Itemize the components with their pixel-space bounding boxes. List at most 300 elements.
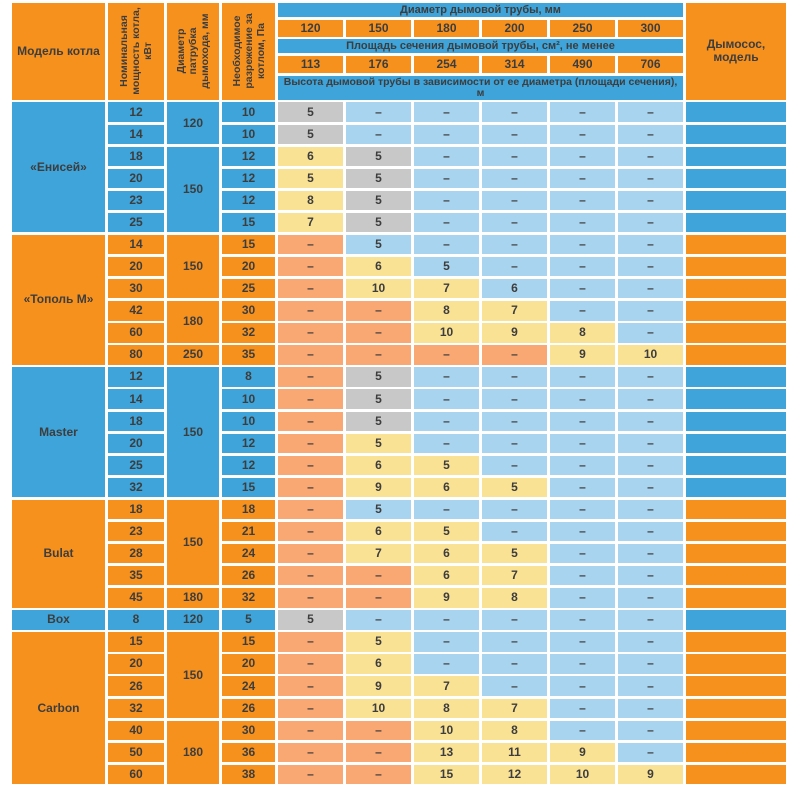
draft-cell: 5 bbox=[222, 610, 275, 629]
chimney-diameter-band bbox=[278, 3, 683, 17]
draft-cell: 32 bbox=[222, 323, 275, 342]
height-value-cell: 5 bbox=[278, 610, 343, 629]
power-cell: 18 bbox=[108, 500, 164, 519]
power-cell: 18 bbox=[108, 147, 164, 166]
height-value-cell: – bbox=[618, 676, 683, 695]
height-value-cell: 5 bbox=[414, 522, 479, 541]
diameter-value-cell-150: 150 bbox=[346, 20, 411, 37]
height-value-cell: – bbox=[550, 721, 615, 740]
diameter-value-cell-120: 120 bbox=[278, 20, 343, 37]
height-value-cell: – bbox=[278, 632, 343, 651]
height-value-cell: – bbox=[482, 389, 547, 408]
draft-cell: 20 bbox=[222, 257, 275, 276]
height-value-cell: – bbox=[346, 765, 411, 784]
height-value-cell: – bbox=[278, 478, 343, 497]
height-value-cell: – bbox=[278, 654, 343, 673]
pipe-diameter-cell: 150 bbox=[167, 632, 219, 718]
height-value-cell: – bbox=[278, 743, 343, 762]
height-value-cell: – bbox=[550, 301, 615, 320]
exhauster-cell bbox=[686, 566, 786, 585]
draft-cell: 15 bbox=[222, 478, 275, 497]
height-value-cell: – bbox=[618, 301, 683, 320]
height-value-cell: – bbox=[278, 257, 343, 276]
height-value-cell: – bbox=[346, 566, 411, 585]
draft-header-cell bbox=[222, 3, 275, 100]
exhauster-cell bbox=[686, 500, 786, 519]
height-value-cell: – bbox=[618, 367, 683, 386]
height-value-cell: – bbox=[550, 367, 615, 386]
exhauster-cell bbox=[686, 654, 786, 673]
height-value-cell: – bbox=[414, 191, 479, 210]
height-value-cell: – bbox=[278, 765, 343, 784]
height-value-cell: – bbox=[550, 588, 615, 607]
height-value-cell: – bbox=[550, 522, 615, 541]
height-value-cell: 5 bbox=[346, 500, 411, 519]
height-value-cell: – bbox=[414, 654, 479, 673]
height-value-cell: – bbox=[550, 434, 615, 453]
height-value-cell: – bbox=[278, 279, 343, 298]
height-value-cell: 5 bbox=[346, 169, 411, 188]
height-value-cell: 6 bbox=[414, 566, 479, 585]
draft-cell: 24 bbox=[222, 676, 275, 695]
height-value-cell: – bbox=[482, 367, 547, 386]
height-value-cell: 9 bbox=[346, 676, 411, 695]
height-value-cell: 7 bbox=[278, 213, 343, 232]
draft-cell: 12 bbox=[222, 434, 275, 453]
power-cell: 28 bbox=[108, 544, 164, 563]
draft-cell: 15 bbox=[222, 235, 275, 254]
height-value-cell: 5 bbox=[346, 213, 411, 232]
height-value-cell: – bbox=[278, 235, 343, 254]
height-value-cell: – bbox=[482, 191, 547, 210]
height-value-cell: 7 bbox=[482, 699, 547, 718]
height-value-cell: – bbox=[346, 125, 411, 144]
power-cell: 8 bbox=[108, 610, 164, 629]
power-cell: 32 bbox=[108, 699, 164, 718]
height-value-cell: 6 bbox=[346, 257, 411, 276]
height-value-cell: – bbox=[550, 632, 615, 651]
height-value-cell: – bbox=[482, 147, 547, 166]
draft-cell: 35 bbox=[222, 345, 275, 364]
height-value-cell: – bbox=[550, 389, 615, 408]
height-value-cell: – bbox=[414, 147, 479, 166]
draft-cell: 32 bbox=[222, 588, 275, 607]
height-value-cell: – bbox=[550, 699, 615, 718]
model-name-cell: Master bbox=[12, 367, 105, 497]
height-value-cell: 5 bbox=[346, 434, 411, 453]
power-cell: 20 bbox=[108, 654, 164, 673]
diameter-value-cell-300: 300 bbox=[618, 20, 683, 37]
exhauster-cell bbox=[686, 213, 786, 232]
power-cell: 15 bbox=[108, 632, 164, 651]
height-value-cell: – bbox=[414, 500, 479, 519]
height-value-cell: 5 bbox=[482, 478, 547, 497]
exhauster-cell bbox=[686, 699, 786, 718]
power-cell: 45 bbox=[108, 588, 164, 607]
draft-cell: 36 bbox=[222, 743, 275, 762]
pipe-header-label: Диаметр патрубка дымохода, мм bbox=[174, 13, 212, 89]
model-name-cell: «Тополь М» bbox=[12, 235, 105, 365]
height-value-cell: – bbox=[618, 389, 683, 408]
height-value-cell: – bbox=[618, 632, 683, 651]
exhauster-cell bbox=[686, 588, 786, 607]
height-value-cell: – bbox=[278, 412, 343, 431]
exhauster-cell bbox=[686, 522, 786, 541]
height-value-cell: 6 bbox=[346, 654, 411, 673]
area-value-cell-176: 176 bbox=[346, 56, 411, 73]
exhauster-cell bbox=[686, 434, 786, 453]
height-value-cell: – bbox=[550, 102, 615, 121]
diameter-value-cell-200: 200 bbox=[482, 20, 547, 37]
pipe-header-cell bbox=[167, 3, 219, 100]
height-value-cell: 6 bbox=[482, 279, 547, 298]
height-value-cell: – bbox=[550, 456, 615, 475]
height-value-cell: 7 bbox=[414, 676, 479, 695]
height-value-cell: – bbox=[618, 566, 683, 585]
height-value-cell: 8 bbox=[482, 721, 547, 740]
model-name-cell: Bulat bbox=[12, 500, 105, 608]
height-value-cell: – bbox=[414, 610, 479, 629]
height-value-cell: 7 bbox=[482, 301, 547, 320]
power-cell: 42 bbox=[108, 301, 164, 320]
diameter-value-cell-180: 180 bbox=[414, 20, 479, 37]
height-value-cell: 5 bbox=[482, 544, 547, 563]
height-value-cell: – bbox=[482, 125, 547, 144]
height-value-cell: – bbox=[482, 676, 547, 695]
height-value-cell: – bbox=[346, 102, 411, 121]
exhauster-cell bbox=[686, 389, 786, 408]
draft-cell: 21 bbox=[222, 522, 275, 541]
diameter-value-cell-250: 250 bbox=[550, 20, 615, 37]
height-value-cell: – bbox=[550, 412, 615, 431]
height-value-cell: – bbox=[482, 102, 547, 121]
height-value-cell: 7 bbox=[346, 544, 411, 563]
height-value-cell: 5 bbox=[346, 367, 411, 386]
height-value-cell: – bbox=[482, 257, 547, 276]
height-value-cell: – bbox=[618, 610, 683, 629]
draft-cell: 20 bbox=[222, 654, 275, 673]
exhauster-cell bbox=[686, 345, 786, 364]
height-value-cell: – bbox=[482, 654, 547, 673]
height-value-cell: – bbox=[550, 169, 615, 188]
height-value-cell: 5 bbox=[346, 147, 411, 166]
height-value-cell: 6 bbox=[346, 456, 411, 475]
exhauster-cell bbox=[686, 125, 786, 144]
draft-cell: 30 bbox=[222, 301, 275, 320]
pipe-diameter-cell: 180 bbox=[167, 301, 219, 342]
height-value-cell: 8 bbox=[482, 588, 547, 607]
power-cell: 50 bbox=[108, 743, 164, 762]
height-value-cell: – bbox=[618, 478, 683, 497]
height-value-cell: 10 bbox=[414, 323, 479, 342]
draft-cell: 24 bbox=[222, 544, 275, 563]
draft-cell: 10 bbox=[222, 412, 275, 431]
height-value-cell: – bbox=[414, 367, 479, 386]
height-value-cell: 9 bbox=[550, 743, 615, 762]
height-value-cell: – bbox=[482, 213, 547, 232]
height-value-cell: 6 bbox=[414, 478, 479, 497]
height-value-cell: 6 bbox=[278, 147, 343, 166]
power-cell: 25 bbox=[108, 213, 164, 232]
height-value-cell: – bbox=[414, 434, 479, 453]
chimney-diameter-band-label: Диаметр дымовой трубы, мм bbox=[400, 3, 561, 16]
height-value-cell: 7 bbox=[414, 279, 479, 298]
height-value-cell: – bbox=[550, 654, 615, 673]
power-cell: 32 bbox=[108, 478, 164, 497]
exhauster-cell bbox=[686, 235, 786, 254]
height-value-cell: – bbox=[618, 456, 683, 475]
height-value-cell: – bbox=[346, 610, 411, 629]
draft-cell: 26 bbox=[222, 566, 275, 585]
height-value-cell: 5 bbox=[414, 456, 479, 475]
power-cell: 25 bbox=[108, 456, 164, 475]
height-value-cell: – bbox=[346, 345, 411, 364]
power-cell: 18 bbox=[108, 412, 164, 431]
area-value-cell-706: 706 bbox=[618, 56, 683, 73]
height-value-cell: – bbox=[482, 632, 547, 651]
model-name-cell: Carbon bbox=[12, 632, 105, 784]
height-value-cell: – bbox=[550, 147, 615, 166]
height-value-cell: 9 bbox=[550, 345, 615, 364]
exhauster-cell bbox=[686, 147, 786, 166]
exhauster-cell bbox=[686, 169, 786, 188]
draft-cell: 10 bbox=[222, 389, 275, 408]
height-value-cell: – bbox=[550, 257, 615, 276]
exhauster-cell bbox=[686, 102, 786, 121]
height-value-cell: – bbox=[278, 323, 343, 342]
height-value-cell: – bbox=[482, 412, 547, 431]
height-value-cell: – bbox=[414, 169, 479, 188]
draft-cell: 8 bbox=[222, 367, 275, 386]
height-value-cell: – bbox=[346, 588, 411, 607]
exhauster-cell bbox=[686, 478, 786, 497]
height-value-cell: – bbox=[550, 125, 615, 144]
model-header-cell bbox=[12, 3, 105, 100]
height-value-cell: – bbox=[618, 500, 683, 519]
pipe-diameter-cell: 150 bbox=[167, 147, 219, 233]
power-cell: 14 bbox=[108, 235, 164, 254]
height-value-cell: – bbox=[618, 434, 683, 453]
height-value-cell: 5 bbox=[414, 257, 479, 276]
height-value-cell: – bbox=[550, 500, 615, 519]
draft-cell: 12 bbox=[222, 147, 275, 166]
height-value-cell: – bbox=[278, 522, 343, 541]
height-value-cell: 5 bbox=[346, 235, 411, 254]
draft-cell: 12 bbox=[222, 169, 275, 188]
height-value-cell: – bbox=[618, 721, 683, 740]
chimney-table bbox=[12, 3, 786, 784]
draft-cell: 12 bbox=[222, 456, 275, 475]
height-value-cell: – bbox=[550, 235, 615, 254]
power-cell: 26 bbox=[108, 676, 164, 695]
height-value-cell: – bbox=[278, 301, 343, 320]
height-value-cell: 5 bbox=[278, 102, 343, 121]
height-value-cell: – bbox=[550, 566, 615, 585]
height-value-cell: 9 bbox=[346, 478, 411, 497]
height-value-cell: – bbox=[618, 191, 683, 210]
height-value-cell: – bbox=[618, 323, 683, 342]
height-value-cell: 6 bbox=[346, 522, 411, 541]
exhauster-cell bbox=[686, 544, 786, 563]
height-value-cell: – bbox=[278, 544, 343, 563]
height-value-cell: – bbox=[550, 191, 615, 210]
height-value-cell: 13 bbox=[414, 743, 479, 762]
power-cell: 20 bbox=[108, 169, 164, 188]
height-value-cell: – bbox=[482, 522, 547, 541]
power-cell: 80 bbox=[108, 345, 164, 364]
height-value-cell: – bbox=[550, 213, 615, 232]
height-band bbox=[278, 76, 683, 100]
exhauster-cell bbox=[686, 191, 786, 210]
height-value-cell: – bbox=[618, 257, 683, 276]
height-value-cell: – bbox=[414, 345, 479, 364]
height-value-cell: – bbox=[618, 412, 683, 431]
pipe-diameter-cell: 250 bbox=[167, 345, 219, 364]
power-cell: 60 bbox=[108, 765, 164, 784]
height-value-cell: – bbox=[414, 235, 479, 254]
power-cell: 40 bbox=[108, 721, 164, 740]
height-value-cell: – bbox=[414, 102, 479, 121]
power-cell: 20 bbox=[108, 434, 164, 453]
height-value-cell: – bbox=[482, 434, 547, 453]
height-band-label: Высота дымовой трубы в зависимости от ее диаметра (площади сечения), м bbox=[283, 75, 678, 99]
draft-cell: 18 bbox=[222, 500, 275, 519]
power-cell: 23 bbox=[108, 522, 164, 541]
height-value-cell: 9 bbox=[618, 765, 683, 784]
height-value-cell: 10 bbox=[550, 765, 615, 784]
height-value-cell: – bbox=[618, 522, 683, 541]
height-value-cell: – bbox=[278, 456, 343, 475]
exhauster-header-cell bbox=[686, 3, 786, 100]
exhauster-cell bbox=[686, 323, 786, 342]
draft-cell: 15 bbox=[222, 632, 275, 651]
height-value-cell: – bbox=[346, 743, 411, 762]
height-value-cell: – bbox=[414, 632, 479, 651]
power-cell: 14 bbox=[108, 125, 164, 144]
pipe-diameter-cell: 150 bbox=[167, 500, 219, 586]
cross-section-band-label: Площадь сечения дымовой трубы, см², не менее bbox=[346, 40, 615, 53]
height-value-cell: – bbox=[414, 213, 479, 232]
height-value-cell: – bbox=[278, 389, 343, 408]
height-value-cell: – bbox=[618, 169, 683, 188]
exhauster-cell bbox=[686, 721, 786, 740]
height-value-cell: 10 bbox=[346, 279, 411, 298]
height-value-cell: – bbox=[618, 743, 683, 762]
height-value-cell: – bbox=[618, 147, 683, 166]
height-value-cell: 8 bbox=[550, 323, 615, 342]
height-value-cell: – bbox=[618, 544, 683, 563]
height-value-cell: – bbox=[482, 456, 547, 475]
exhauster-cell bbox=[686, 412, 786, 431]
model-name-cell: Box bbox=[12, 610, 105, 629]
height-value-cell: – bbox=[618, 125, 683, 144]
power-cell: 12 bbox=[108, 102, 164, 121]
height-value-cell: – bbox=[278, 500, 343, 519]
height-value-cell: – bbox=[346, 721, 411, 740]
height-value-cell: – bbox=[482, 345, 547, 364]
height-value-cell: – bbox=[618, 235, 683, 254]
area-value-cell-490: 490 bbox=[550, 56, 615, 73]
exhauster-cell bbox=[686, 367, 786, 386]
height-value-cell: – bbox=[618, 279, 683, 298]
height-value-cell: – bbox=[278, 721, 343, 740]
area-value-cell-314: 314 bbox=[482, 56, 547, 73]
height-value-cell: – bbox=[482, 610, 547, 629]
pipe-diameter-cell: 150 bbox=[167, 367, 219, 497]
power-header-label: Номинальная мощность котла, кВт bbox=[117, 7, 155, 96]
power-header-cell bbox=[108, 3, 164, 100]
height-value-cell: 5 bbox=[346, 389, 411, 408]
pipe-diameter-cell: 120 bbox=[167, 610, 219, 629]
height-value-cell: 9 bbox=[414, 588, 479, 607]
height-value-cell: 9 bbox=[482, 323, 547, 342]
height-value-cell: 10 bbox=[414, 721, 479, 740]
height-value-cell: – bbox=[278, 588, 343, 607]
area-value-cell-254: 254 bbox=[414, 56, 479, 73]
height-value-cell: – bbox=[482, 235, 547, 254]
draft-cell: 15 bbox=[222, 213, 275, 232]
height-value-cell: – bbox=[278, 434, 343, 453]
pipe-diameter-cell: 150 bbox=[167, 235, 219, 299]
draft-cell: 26 bbox=[222, 699, 275, 718]
draft-cell: 10 bbox=[222, 125, 275, 144]
height-value-cell: 5 bbox=[346, 412, 411, 431]
power-cell: 14 bbox=[108, 389, 164, 408]
height-value-cell: – bbox=[550, 610, 615, 629]
exhauster-cell bbox=[686, 632, 786, 651]
height-value-cell: – bbox=[414, 125, 479, 144]
height-value-cell: – bbox=[278, 676, 343, 695]
height-value-cell: 5 bbox=[346, 632, 411, 651]
pipe-diameter-cell: 180 bbox=[167, 588, 219, 607]
height-value-cell: 15 bbox=[414, 765, 479, 784]
height-value-cell: – bbox=[550, 544, 615, 563]
draft-cell: 25 bbox=[222, 279, 275, 298]
height-value-cell: – bbox=[550, 676, 615, 695]
draft-cell: 12 bbox=[222, 191, 275, 210]
height-value-cell: – bbox=[346, 301, 411, 320]
height-value-cell: – bbox=[278, 367, 343, 386]
height-value-cell: 5 bbox=[278, 125, 343, 144]
exhauster-header-label: Дымосос, модель bbox=[706, 37, 766, 65]
height-value-cell: 8 bbox=[414, 699, 479, 718]
height-value-cell: – bbox=[414, 389, 479, 408]
height-value-cell: – bbox=[278, 566, 343, 585]
exhauster-cell bbox=[686, 279, 786, 298]
height-value-cell: 12 bbox=[482, 765, 547, 784]
power-cell: 30 bbox=[108, 279, 164, 298]
area-value-cell-113: 113 bbox=[278, 56, 343, 73]
draft-cell: 10 bbox=[222, 102, 275, 121]
pipe-diameter-cell: 120 bbox=[167, 102, 219, 143]
height-value-cell: – bbox=[550, 478, 615, 497]
height-value-cell: 8 bbox=[278, 191, 343, 210]
height-value-cell: – bbox=[550, 279, 615, 298]
exhauster-cell bbox=[686, 610, 786, 629]
height-value-cell: 7 bbox=[482, 566, 547, 585]
height-value-cell: – bbox=[278, 345, 343, 364]
height-value-cell: 5 bbox=[346, 191, 411, 210]
exhauster-cell bbox=[686, 257, 786, 276]
height-value-cell: – bbox=[414, 412, 479, 431]
power-cell: 20 bbox=[108, 257, 164, 276]
exhauster-cell bbox=[686, 765, 786, 784]
draft-cell: 38 bbox=[222, 765, 275, 784]
exhauster-cell bbox=[686, 676, 786, 695]
height-value-cell: – bbox=[618, 588, 683, 607]
draft-cell: 30 bbox=[222, 721, 275, 740]
height-value-cell: – bbox=[618, 213, 683, 232]
